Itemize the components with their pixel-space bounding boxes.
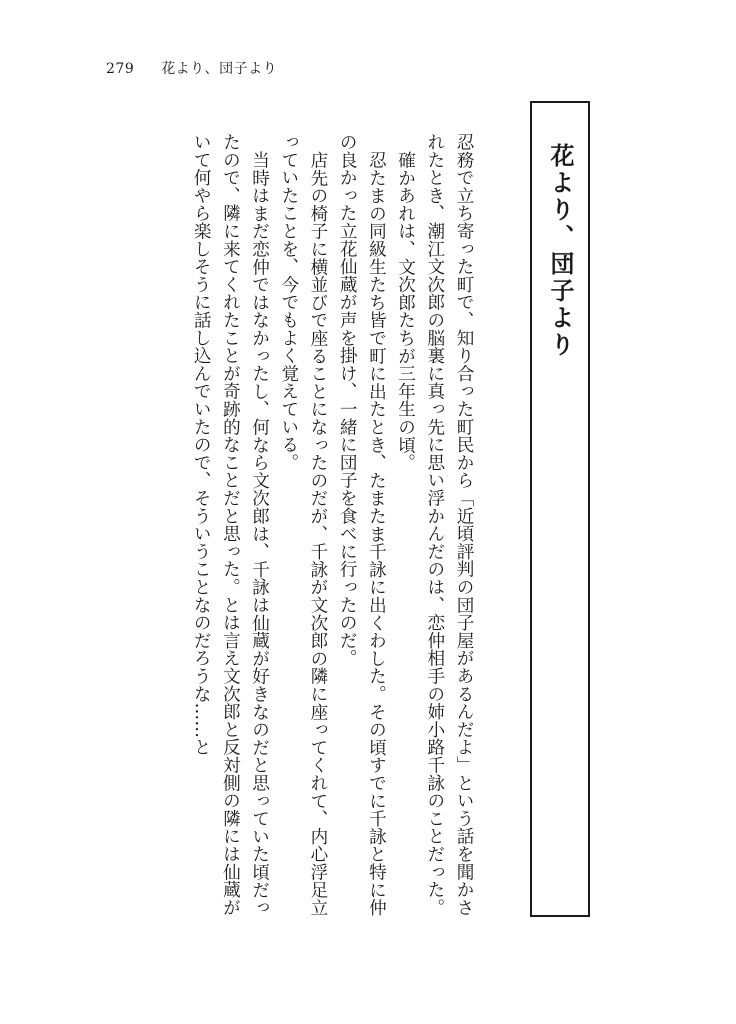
chapter-title-box: [530, 101, 590, 917]
page-number: 279: [106, 61, 135, 77]
paragraph: 店先の椅子に横並びで座ることになったのだが、千詠が文次郎の隣に座ってくれて、内心浮足立っていたことを、今でもよく覚えている。: [278, 133, 328, 916]
paragraph: 確かあれは、文次郎たちが三年生の頃。: [395, 150, 416, 471]
paragraph: 忍たまの同級生たち皆で町に出たとき、たまたま千詠に出くわした。その頃すでに千詠と特に仲の良かった立花仙蔵が声を掛け、一緒に団子を食べに行ったのだ。: [337, 133, 387, 916]
running-title: 花より、団子より: [161, 61, 278, 77]
paragraph: 忍務で立ち寄った町で、知り合った町民から「近頃評判の団子屋があるんだよ」という話を聞かされたとき、潮江文次郎の脳裏に真っ先に思い浮かんだのは、恋仲相手の姉小路千詠のことだった。: [424, 133, 474, 917]
chapter-title: 花より、団子より: [546, 143, 575, 359]
paragraph: 当時はまだ恋仲ではなかったし、何なら文次郎は、千詠は仙蔵が好きなのだと思っていた頃だったので、隣に来てくれたことが奇跡的なことだと思った。とは言え文次郎と反対側の隣には仙蔵がいて何やら楽しそうに話し込んでいたので、そういうことなのだろうな……と: [191, 133, 270, 917]
running-header: [106, 58, 277, 78]
body-text: [186, 133, 478, 933]
